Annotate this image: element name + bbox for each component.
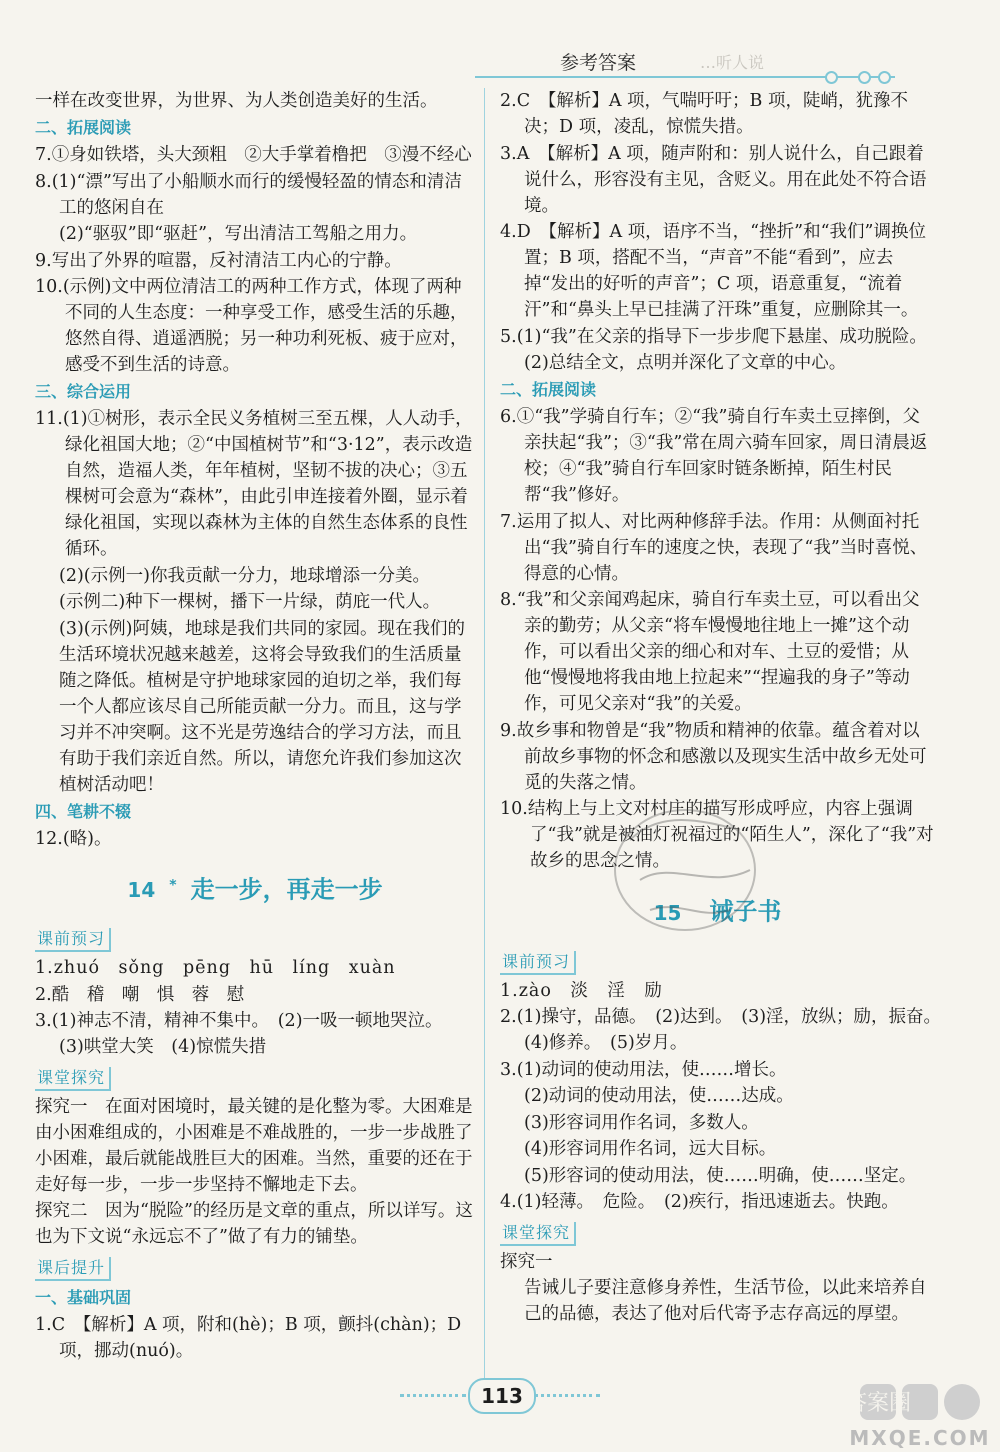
watermark-text: MXQE.COM (849, 1426, 991, 1450)
pinyin-answer: 1.zào 淡 淫 励 (500, 980, 663, 1001)
answer-paragraph: 3.A 【解析】A 项，随声附和：别人说什么，自己跟着说什么，形容没有主见，含贬义。用在此处不符合语境。 (500, 143, 927, 216)
answer-paragraph: 探究二 因为“脱险”的经历是文章的重点，所以详写。这也为下文说“永远忘不了”做了有力的铺垫。 (35, 1201, 473, 1248)
answer-paragraph: 一样在改变世界，为世界、为人类创造美好的生活。 (35, 91, 438, 111)
watermark-logo-char: 答案圈 (844, 1391, 912, 1416)
answer-paragraph: 8.(1)“漂”写出了小船顺水而行的缓慢轻盈的情态和清洁工的悠闲自在 (35, 171, 462, 218)
answer-paragraph: 探究一 (500, 1251, 553, 1272)
answer-paragraph: (3)(示例)阿姨，地球是我们共同的家园。现在我们的生活环境状况越来越差，这将会导致我们的生活质量随之降低。植树是守护地球家园的迫切之举，我们每一个人都应该尽自己所能贡献一分力。而且，这与学习并不冲突啊。这不光是劳逸结合的学习方法，而且有助于我们亲近自然。所以，请您允许我们参加这次植树活动吧！ (59, 618, 465, 795)
header-ghost-text: …听人说 (700, 53, 765, 72)
section-heading: 二、拓展阅读 (500, 380, 597, 399)
section-tab: 课后提升 (35, 1257, 111, 1281)
footer-dots-left (400, 1394, 466, 1397)
section-tab: 课堂探究 (35, 1067, 111, 1091)
answer-paragraph: 9.写出了外界的喧嚣，反衬清洁工内心的宁静。 (35, 250, 402, 271)
answer-paragraph: 告诫儿子要注意修身养性，生活节俭，以此来培养自己的品德，表达了他对后代寄予志存高远的厚望。 (524, 1278, 927, 1325)
answer-paragraph: 2.C 【解析】A 项，气喘吁吁；B 项，陡峭，犹豫不决；D 项，凌乱，惊慌失措。 (500, 91, 908, 137)
answer-paragraph: 4.D 【解析】A 项，语序不当，“挫折”和“我们”调换位置；B 项，搭配不当，“声音”不能“看到”，应去掉“发出的好听的声音”；C 项，语意重复，“流着汗”和“鼻头上早已挂满了汗珠”重复，应删除其一。 (500, 222, 926, 320)
answer-paragraph: 11.(1)①树形，表示全民义务植树三至五棵，人人动手，绿化祖国大地；②“中国植树节”和“3·12”，表示改造自然，造福人类，年年植树，坚韧不拔的决心；③五棵树可会意为“森林”，由此引申连接着外圈，显示着绿化祖国，实现以森林为主体的自然生态体系的良性循环。 (35, 409, 473, 559)
answer-paragraph: (4)形容词用作名词，远大目标。 (524, 1139, 777, 1160)
answer-paragraph: 9.故乡事和物曾是“我”物质和精神的依靠。蕴含着对以前故乡事物的怀念和感激以及现实生活中故乡无处可觅的失落之情。 (500, 720, 927, 793)
lesson-number: 15 (653, 900, 682, 925)
watermark-logo-icon (840, 1380, 1000, 1424)
header-title: 参考答案 (560, 52, 637, 74)
answer-paragraph: 7.①身如铁塔，头大颈粗 ②大手掌着橹把 ③漫不经心 (35, 145, 472, 165)
answer-paragraph: 6.①“我”学骑自行车；②“我”骑自行车卖土豆摔倒，父亲扶起“我”；③“我”常在周六骑车回家，周日清晨返校；④“我”骑自行车回家时链条断掉，陌生村民帮“我”修好。 (500, 407, 928, 505)
section-heading: 四、笔耕不辍 (35, 801, 132, 821)
answer-paragraph: 8.“我”和父亲闻鸡起床，骑自行车卖土豆，可以看出父亲的勤劳；从父亲“将车慢慢地往地上一摊”这个动作，可以看出父亲的细心和对车、土豆的爱惜；从他“慢慢地将我由地上拉起来”“捏遍我的身子”等动作，可见父亲对“我”的关爱。 (500, 590, 920, 714)
answer-paragraph: 3.(1)神志不清，精神不集中。 (2)一吸一顿地哭泣。 (3)哄堂大笑 (4)惊慌失措 (35, 1011, 452, 1058)
section-heading: 二、拓展阅读 (35, 118, 132, 137)
answer-paragraph: 2.酷 稽 嘲 惧 蓉 慰 (35, 984, 245, 1005)
answer-paragraph: 2.(1)操守，品德。 (2)达到。 (3)淫，放纵；励，振奋。 (4)修养。 (5)岁月。 (500, 1007, 950, 1054)
header-dot-icon (858, 71, 871, 84)
header-dot-icon (878, 71, 891, 84)
answer-paragraph: 4.(1)轻薄。 危险。 (2)疾行，指迅速逝去。快跑。 (500, 1192, 899, 1213)
answer-paragraph: 1.C 【解析】A 项，附和(hè)；B 项，颤抖(chàn)；D 项，挪动(nuó)。 (35, 1314, 462, 1361)
page-number: 113 (468, 1378, 536, 1414)
left-column (35, 88, 475, 1364)
answer-paragraph: (示例二)种下一棵树，播下一片绿，荫庇一代人。 (59, 592, 441, 612)
handwriting-stamp-icon (590, 760, 790, 960)
header-dot-icon (825, 71, 838, 84)
section-tab: 课前预习 (35, 928, 111, 952)
watermark (840, 1380, 1000, 1452)
lesson-name: 诫子书 (709, 897, 782, 926)
answer-paragraph: 探究一 在面对困境时，最关键的是化整为零。大困难是由小困难组成的，小困难是不难战胜的，一步一步战胜了小困难，最后就能战胜巨大的困难。当然，重要的还在于走好每一步，一步一步坚持不懈地走下去。 (35, 1096, 473, 1195)
answer-paragraph: (3)形容词用作名词，多数人。 (524, 1112, 759, 1133)
lesson-number: 14 (127, 878, 156, 903)
page-header (0, 0, 1000, 90)
section-tab: 课堂探究 (500, 1222, 576, 1246)
right-column (500, 88, 950, 1328)
answer-paragraph: 5.(1)“我”在父亲的指导下一步步爬下悬崖、成功脱险。 (500, 326, 927, 347)
answer-paragraph: (2)总结全文，点明并深化了文章的中心。 (524, 353, 847, 373)
lesson-name: 走一步，再走一步 (190, 875, 383, 904)
pinyin-answer: 1.zhuó sǒng pēng hū líng xuàn (35, 958, 396, 979)
answer-paragraph: 3.(1)动词的使动用法，使……增长。 (500, 1059, 787, 1080)
answer-paragraph: 12.(略)。 (35, 828, 112, 849)
lesson-star: * (169, 877, 177, 894)
answer-paragraph: (2)动词的使动用法，使……达成。 (524, 1086, 794, 1107)
section-tab: 课前预习 (500, 951, 576, 975)
lesson-title (35, 866, 475, 911)
section-heading: 三、综合运用 (35, 382, 132, 401)
answer-paragraph: 7.运用了拟人、对比两种修辞手法。作用：从侧面衬托出“我”骑自行车的速度之快，表现了“我”当时喜悦、得意的心情。 (500, 511, 928, 584)
column-divider (484, 88, 485, 1378)
answer-paragraph: (5)形容词的使动用法，使……明确，使……坚定。 (524, 1165, 917, 1186)
footer-dots-right (534, 1394, 600, 1397)
answer-paragraph: 10.结构上与上文对村庄的描写形成呼应，内容上强调了“我”就是被油灯祝福过的“陌生人”，深化了“我”对故乡的思念之情。 (500, 799, 934, 871)
answer-paragraph: 10.(示例)文中两位清洁工的两种工作方式，体现了两种不同的人生态度：一种享受工作，感受生活的乐趣，悠然自得、逍遥洒脱；另一种功利死板、疲于应对，感受不到生活的诗意。 (35, 277, 468, 375)
answer-paragraph: (2)(示例一)你我贡献一分力，地球增添一分美。 (59, 565, 430, 586)
section-heading: 一、基础巩固 (35, 1287, 132, 1307)
answer-paragraph: (2)“驱驭”即“驱赶”，写出清洁工驾船之用力。 (59, 224, 418, 244)
